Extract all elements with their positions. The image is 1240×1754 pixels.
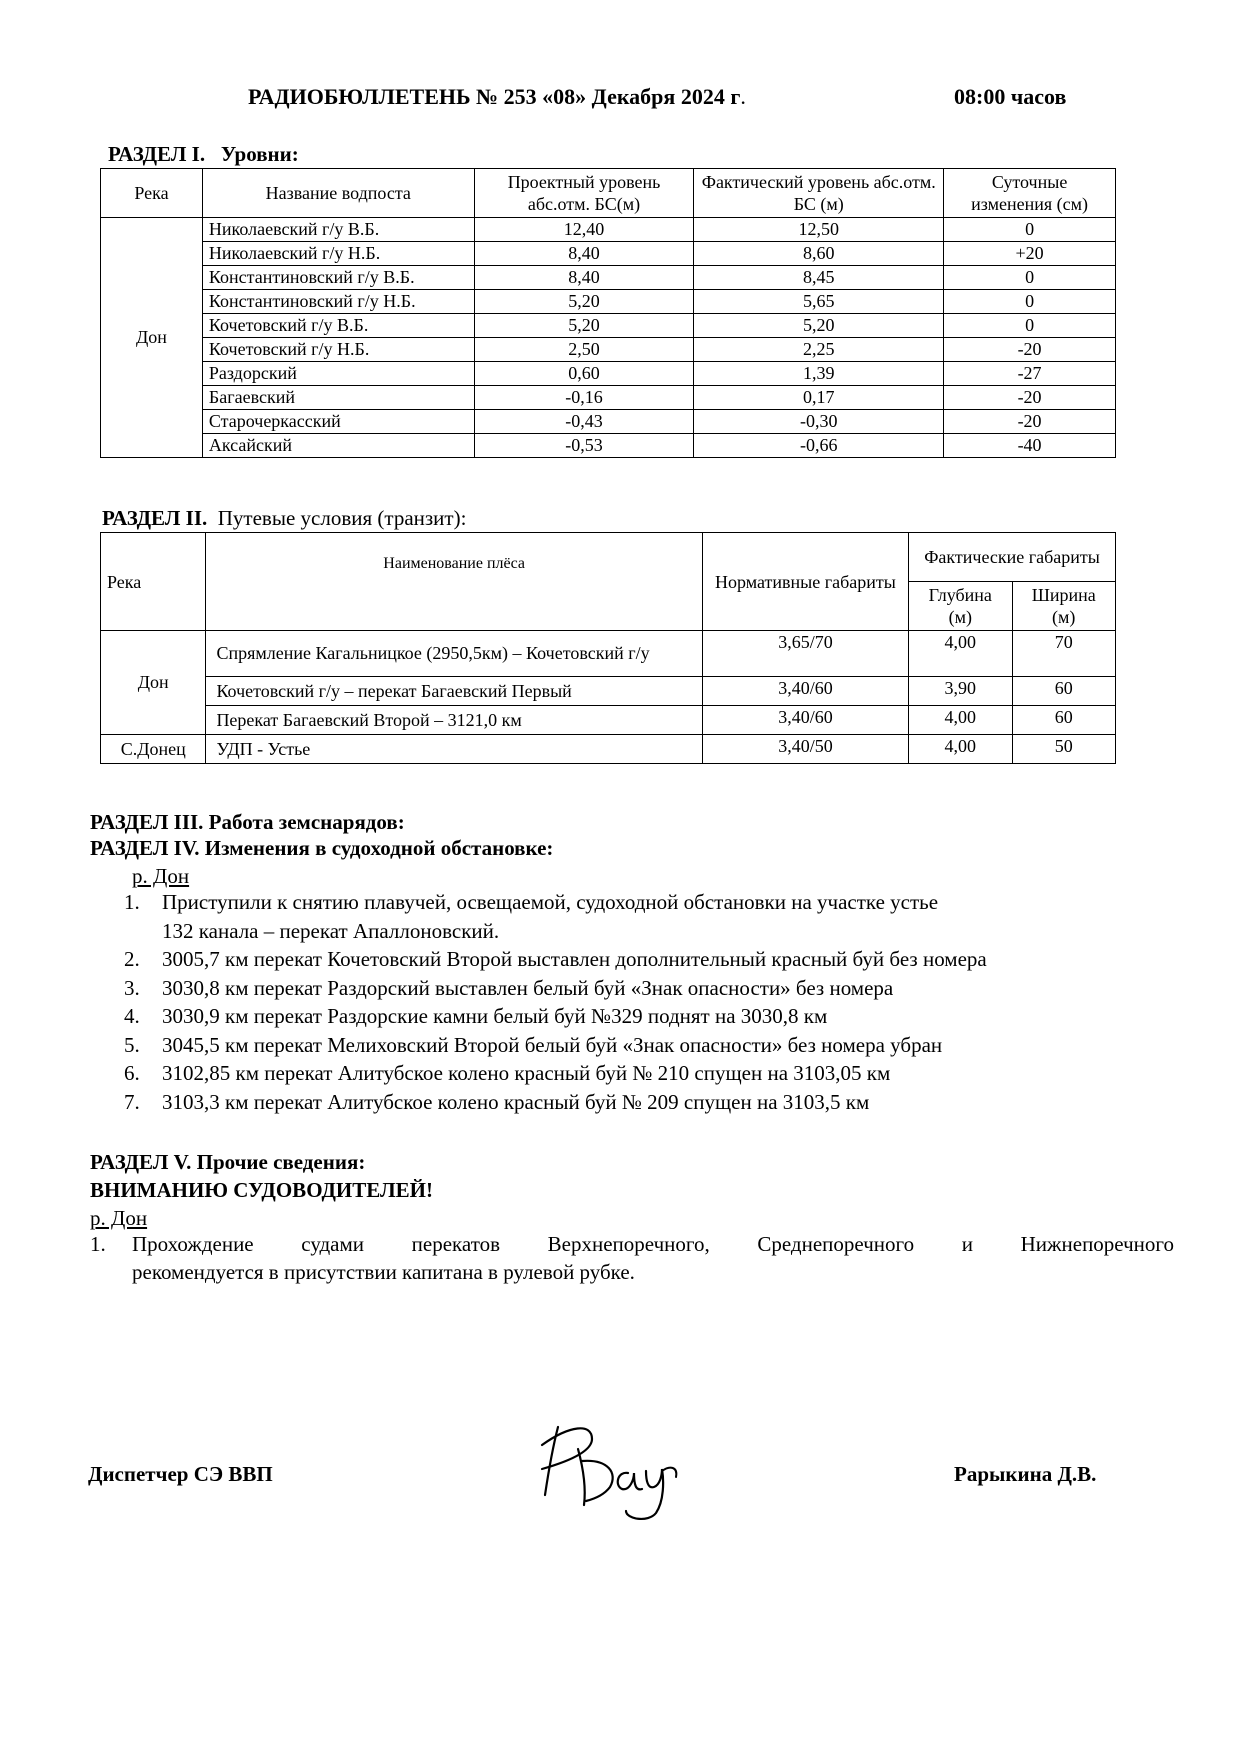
actual-level-cell: -0,66 (694, 434, 944, 458)
norm-cell: 3,40/60 (702, 706, 908, 735)
norm-cell: 3,65/70 (702, 631, 908, 677)
list-item: 132 канала – перекат Апаллоновский. (162, 918, 500, 943)
bulletin-time: 08:00 часов (954, 84, 1067, 109)
note-line-2: рекомендуется в присутствии капитана в рулевой рубке. (132, 1260, 635, 1284)
design-level-cell: 2,50 (474, 338, 694, 362)
daily-change-cell: 0 (944, 218, 1116, 242)
transit-table (100, 532, 1116, 764)
table-row (101, 218, 1116, 242)
depth-cell: 3,90 (909, 677, 1012, 706)
note-line-1: Прохождение судами перекатов Верхнепоречного, Среднепоречного и Нижнепоречного (132, 1232, 1174, 1256)
width-cell: 60 (1012, 677, 1116, 706)
table-row (101, 677, 1116, 706)
note-number: 1. (90, 1232, 106, 1256)
daily-change-cell: 0 (944, 266, 1116, 290)
post-cell: Кочетовский г/у Н.Б. (202, 338, 474, 362)
daily-change-cell: -20 (944, 338, 1116, 362)
table-row (101, 386, 1116, 410)
section2-title: РАЗДЕЛ II. Путевые условия (транзит): (102, 506, 467, 530)
post-cell: Кочетовский г/у В.Б. (202, 314, 474, 338)
actual-level-cell: 5,20 (694, 314, 944, 338)
col-width: Ширина (м) (1012, 582, 1116, 631)
width-cell: 70 (1012, 631, 1116, 677)
design-level-cell: -0,16 (474, 386, 694, 410)
section3-title: РАЗДЕЛ III. Работа земснарядов: (90, 810, 405, 834)
col-reach: Наименование плёса (206, 533, 702, 631)
depth-cell: 4,00 (909, 735, 1012, 764)
design-level-cell: 12,40 (474, 218, 694, 242)
section4-river: р. Дон (132, 864, 190, 888)
table-row (101, 314, 1116, 338)
actual-level-cell: 8,45 (694, 266, 944, 290)
daily-change-cell: -20 (944, 386, 1116, 410)
river-cell: С.Донец (101, 735, 206, 764)
list-item-number: 3. (124, 975, 140, 1000)
table-row (101, 631, 1116, 677)
design-level-cell: 5,20 (474, 290, 694, 314)
daily-change-cell: +20 (944, 242, 1116, 266)
actual-level-cell: 8,60 (694, 242, 944, 266)
post-cell: Аксайский (202, 434, 474, 458)
table-row (101, 410, 1116, 434)
post-cell: Старочеркасский (202, 410, 474, 434)
actual-level-cell: 5,65 (694, 290, 944, 314)
width-cell: 60 (1012, 706, 1116, 735)
list-item: 3005,7 км перекат Кочетовский Второй выставлен дополнительный красный буй без номера (162, 947, 987, 971)
attention-heading: ВНИМАНИЮ СУДОВОДИТЕЛЕЙ! (90, 1178, 433, 1202)
col-river: Река (101, 533, 206, 631)
col-post: Название водпоста (202, 169, 474, 218)
daily-change-cell: -20 (944, 410, 1116, 434)
reach-cell: Кочетовский г/у – перекат Багаевский Первый (206, 677, 702, 706)
list-item-number: 2. (124, 947, 140, 971)
design-level-cell: -0,53 (474, 434, 694, 458)
list-item-number: 1. (124, 890, 140, 914)
actual-level-cell: 12,50 (694, 218, 944, 242)
table-row (101, 266, 1116, 290)
col-norm: Нормативные габариты (702, 533, 908, 631)
table-row (101, 434, 1116, 458)
section5-title: РАЗДЕЛ V. Прочие сведения: (90, 1150, 366, 1174)
table-row (101, 290, 1116, 314)
actual-level-cell: 2,25 (694, 338, 944, 362)
list-item: 3030,9 км перекат Раздорские камни белый буй №329 поднят на 3030,8 км (162, 1004, 828, 1028)
table-row (101, 706, 1116, 735)
list-item: 3030,8 км перекат Раздорский выставлен белый буй «Знак опасности» без номера (162, 975, 894, 1000)
post-cell: Константиновский г/у Н.Б. (202, 290, 474, 314)
table-row (101, 362, 1116, 386)
width-cell: 50 (1012, 735, 1116, 764)
design-level-cell: -0,43 (474, 410, 694, 434)
actual-level-cell: 1,39 (694, 362, 944, 386)
list-item: Приступили к снятию плавучей, освещаемой, судоходной обстановки на участке устье (162, 890, 939, 914)
design-level-cell: 5,20 (474, 314, 694, 338)
col-design-level: Проектный уровень абс.отм. БС(м) (474, 169, 694, 218)
list-item: 3102,85 км перекат Алитубское колено красный буй № 210 спущен на 3103,05 км (162, 1061, 891, 1085)
list-item: 3045,5 км перекат Мелиховский Второй белый буй «Знак опасности» без номера убран (162, 1032, 943, 1057)
daily-change-cell: 0 (944, 290, 1116, 314)
list-item-number: 6. (124, 1061, 140, 1085)
bulletin-title: РАДИОБЮЛЛЕТЕНЬ № 253 «08» Декабря 2024 г. (248, 84, 746, 109)
depth-cell: 4,00 (909, 631, 1012, 677)
reach-cell: Спрямление Кагальницкое (2950,5км) – Кочетовский г/у (206, 631, 702, 677)
signature (530, 1415, 730, 1525)
dispatcher-name: Рарыкина Д.В. (954, 1462, 1097, 1486)
actual-level-cell: -0,30 (694, 410, 944, 434)
norm-cell: 3,40/50 (702, 735, 908, 764)
post-cell: Раздорский (202, 362, 474, 386)
post-cell: Багаевский (202, 386, 474, 410)
depth-cell: 4,00 (909, 706, 1012, 735)
actual-level-cell: 0,17 (694, 386, 944, 410)
col-daily-change: Суточные изменения (см) (944, 169, 1116, 218)
reach-cell: УДП - Устье (206, 735, 702, 764)
section4-title: РАЗДЕЛ IV. Изменения в судоходной обстановке: (90, 836, 554, 860)
section5-river: р. Дон (90, 1206, 148, 1230)
list-item-number: 4. (124, 1004, 140, 1028)
post-cell: Константиновский г/у В.Б. (202, 266, 474, 290)
levels-table (100, 168, 1116, 458)
section1-title: РАЗДЕЛ I. Уровни: (108, 142, 299, 166)
list-item-number: 5. (124, 1032, 140, 1057)
river-cell: Дон (101, 631, 206, 735)
post-cell: Николаевский г/у Н.Б. (202, 242, 474, 266)
table-row (101, 242, 1116, 266)
table-row (101, 338, 1116, 362)
col-depth: Глубина (м) (909, 582, 1012, 631)
design-level-cell: 8,40 (474, 242, 694, 266)
design-level-cell: 0,60 (474, 362, 694, 386)
daily-change-cell: 0 (944, 314, 1116, 338)
col-river: Река (101, 169, 203, 218)
daily-change-cell: -40 (944, 434, 1116, 458)
post-cell: Николаевский г/у В.Б. (202, 218, 474, 242)
design-level-cell: 8,40 (474, 266, 694, 290)
col-actual-level: Фактический уровень абс.отм. БС (м) (694, 169, 944, 218)
reach-cell: Перекат Багаевский Второй – 3121,0 км (206, 706, 702, 735)
list-item-number: 7. (124, 1089, 140, 1114)
col-fact: Фактические габариты (909, 533, 1116, 582)
list-item: 3103,3 км перекат Алитубское колено красный буй № 209 спущен на 3103,5 км (162, 1089, 870, 1114)
norm-cell: 3,40/60 (702, 677, 908, 706)
river-cell: Дон (101, 218, 203, 458)
table-row (101, 735, 1116, 764)
dispatcher-position: Диспетчер СЭ ВВП (88, 1462, 273, 1486)
daily-change-cell: -27 (944, 362, 1116, 386)
